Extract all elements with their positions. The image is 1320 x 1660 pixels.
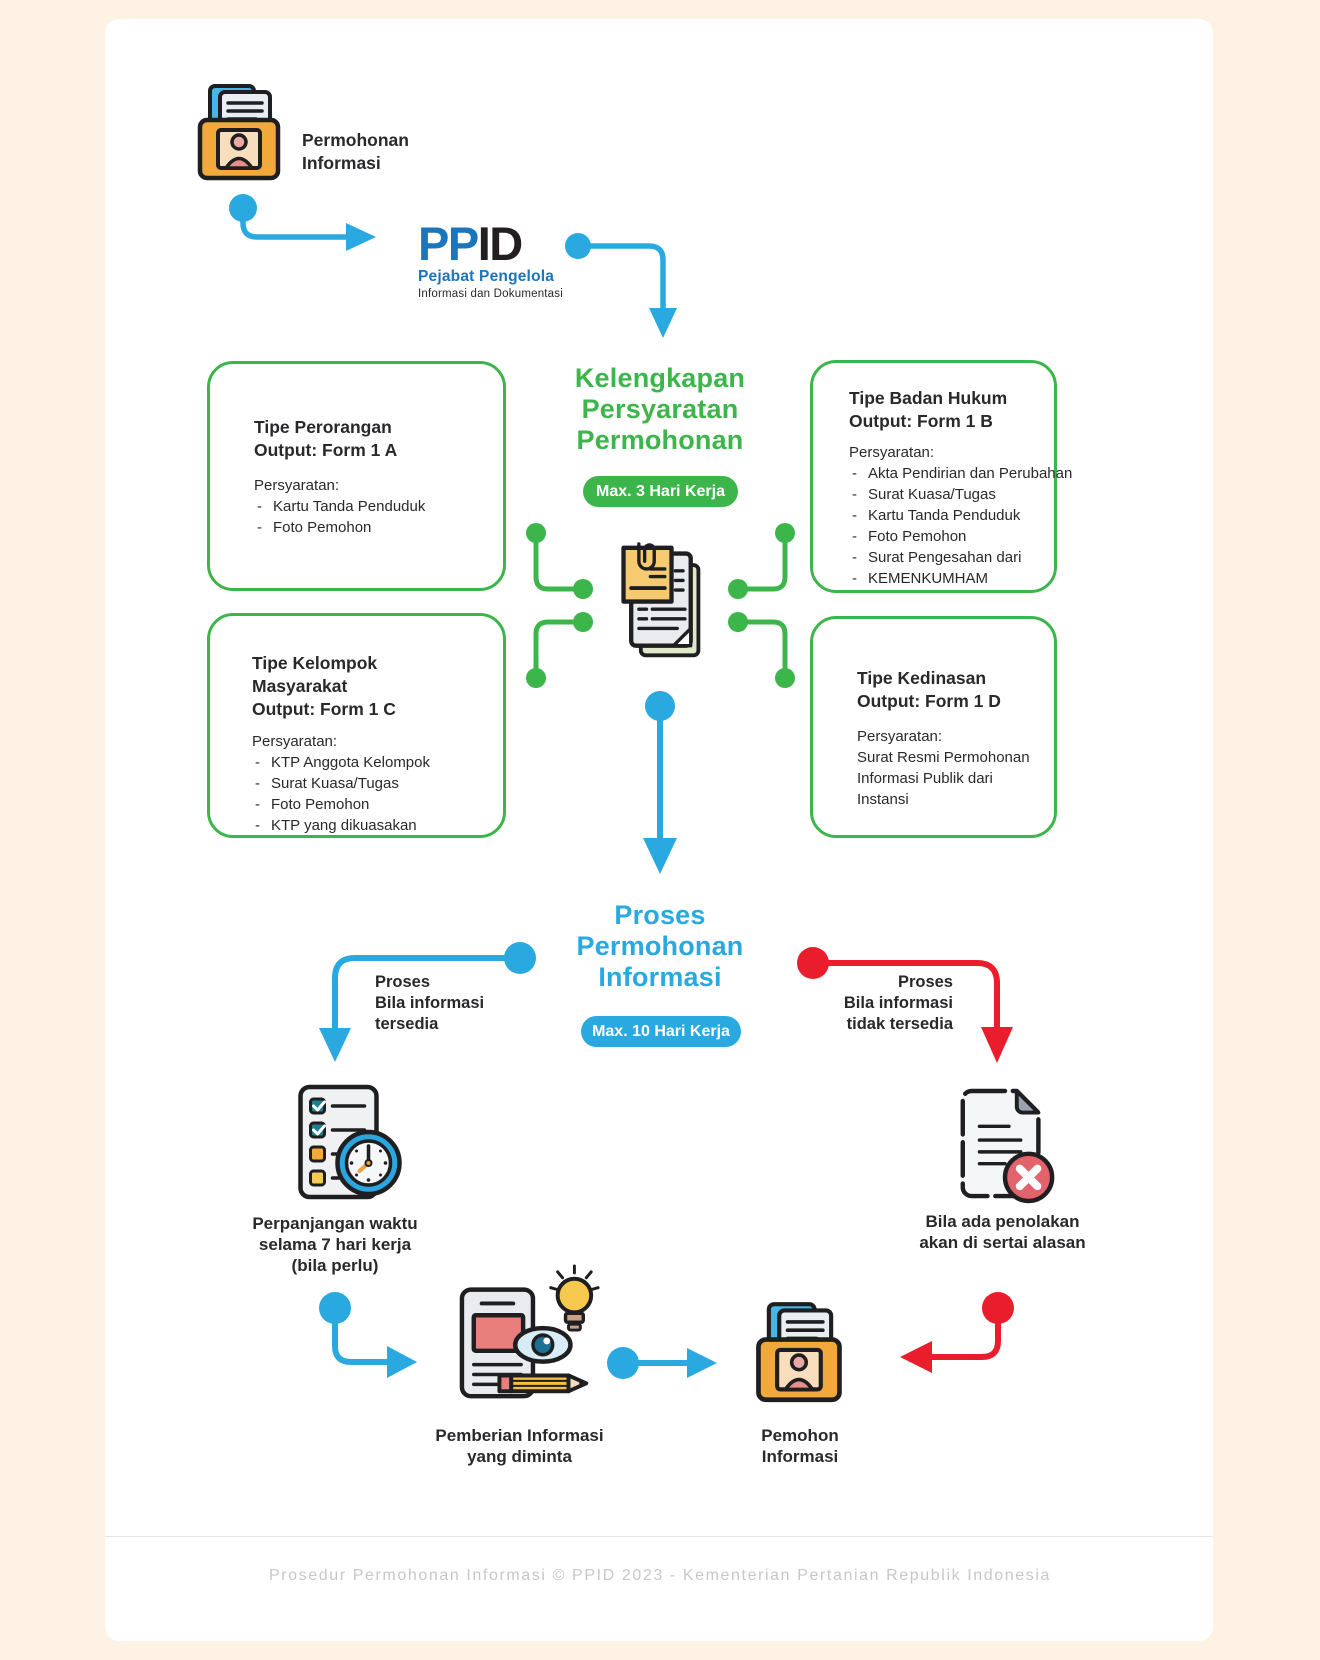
requirement-item: - Surat Pengesahan dari [849, 547, 1044, 568]
start-label [302, 129, 462, 175]
right-branch-label [805, 972, 953, 1035]
start-label-line: Informasi [302, 153, 381, 173]
rejection-caption-line: Bila ada penolakan [925, 1212, 1080, 1231]
ppid-acronym-pp: PP [418, 217, 478, 270]
requirement-item: - Kartu Tanda Penduduk [849, 505, 1044, 526]
left-branch-label [375, 972, 525, 1035]
arrow-down-icon [649, 308, 677, 338]
document-stack-icon [612, 540, 708, 665]
reqbox-kelompok-masyarakat [207, 613, 506, 838]
rejection-caption-line: akan di sertai alasan [919, 1233, 1086, 1252]
connector-rejection-to-applicant [880, 1287, 1020, 1379]
reqbox-title-line: Tipe Perorangan [254, 417, 392, 437]
requirement-item: - Foto Pemohon [254, 517, 489, 538]
lightbulb-icon [558, 1279, 592, 1313]
right-branch-label-line: tidak tersedia [846, 1015, 953, 1033]
stage1-title-line: Persyaratan [581, 394, 739, 424]
reqbox-perorangan [207, 361, 506, 591]
reqbox-body [252, 731, 489, 836]
stage1-title [545, 363, 775, 456]
reqbox-title [857, 667, 1044, 713]
reqbox-title-line: Output: Form 1 A [254, 440, 398, 460]
arrow-left-icon [900, 1341, 932, 1373]
extension-caption [235, 1213, 435, 1276]
left-branch-label-line: Bila informasi [375, 994, 485, 1012]
requirement-item: - KTP yang dikuasakan [252, 815, 489, 836]
requirement-line: Informasi Publik dari [857, 770, 993, 787]
reqbox-title-line: Output: Form 1 C [252, 699, 396, 719]
arrow-right-icon [687, 1348, 717, 1378]
reqbox-title-line: Output: Form 1 D [857, 691, 1001, 711]
rejection-caption [905, 1211, 1100, 1253]
stage2-title [545, 900, 775, 993]
arrow-down-icon [981, 1027, 1013, 1063]
stage2-title-line: Proses [614, 900, 706, 930]
reqbox-body [849, 442, 1073, 589]
green-connector-left-top [524, 521, 596, 601]
stage2-title-line: Informasi [598, 962, 722, 992]
requirements-list [849, 463, 1073, 589]
ppid-acronym-id: ID [477, 217, 522, 270]
extension-caption-line: (bila perlu) [291, 1256, 379, 1275]
requirement-line: Instansi [857, 791, 909, 808]
connector-ppid-to-stage1 [565, 232, 680, 344]
extension-caption-line: selama 7 hari kerja [258, 1235, 412, 1254]
requirement-item: - Foto Pemohon [252, 794, 489, 815]
right-branch-label-line: Bila informasi [843, 994, 953, 1012]
giving-caption-line: yang diminta [467, 1447, 572, 1466]
reqbox-title-line: Tipe Kedinasan [857, 668, 987, 688]
requirements-label: Persyaratan: [252, 733, 338, 750]
requirement-item: - Akta Pendirian dan Perubahan [849, 463, 1044, 484]
giving-caption [427, 1425, 612, 1467]
ppid-acronym [418, 217, 568, 270]
connector-giving-to-applicant [605, 1345, 725, 1385]
green-connector-right-bottom [725, 610, 797, 690]
ppid-subtitle-2: Informasi dan Dokumentasi [418, 288, 563, 300]
connector-stage1-to-stage2 [640, 690, 680, 880]
stage1-duration-badge: Max. 3 Hari Kerja [583, 476, 738, 507]
stage1-title-line: Kelengkapan [574, 363, 746, 393]
reqbox-title [252, 652, 489, 721]
requirement-item: - Surat Kuasa/Tugas [849, 484, 1044, 505]
ppid-logo [418, 217, 568, 300]
reqbox-title [849, 387, 1044, 433]
requirement-line: Surat Resmi Permohonan [857, 749, 1030, 766]
applicant-caption [740, 1425, 860, 1467]
stage2-title-line: Permohonan [576, 931, 744, 961]
requirement-item: - KEMENKUMHAM [849, 568, 1044, 589]
applicant-caption-line: Pemohon [761, 1426, 839, 1445]
reqbox-title-line: Tipe Badan Hukum [849, 388, 1008, 408]
requirement-item: - KTP Anggota Kelompok [252, 752, 489, 773]
left-branch-label-line: Proses [375, 973, 431, 991]
requirements-label: Persyaratan: [857, 728, 943, 745]
arrow-right-icon [346, 223, 376, 251]
footer-divider [105, 1536, 1213, 1537]
start-label-line: Permohonan [302, 130, 409, 150]
green-connector-right-top [725, 521, 797, 601]
requirement-item: - Surat Kuasa/Tugas [252, 773, 489, 794]
right-branch-label-line: Proses [897, 973, 953, 991]
ppid-subtitle-1: Pejabat Pengelola [418, 268, 555, 285]
arrow-down-icon [319, 1028, 351, 1062]
reqbox-body [857, 726, 1044, 810]
requirements-label: Persyaratan: [254, 477, 340, 494]
arrow-down-icon [643, 838, 677, 874]
reqbox-kedinasan [810, 616, 1057, 838]
connector-extension-to-giving [315, 1292, 430, 1384]
requirements-label: Persyaratan: [849, 444, 935, 461]
green-connector-left-bottom [524, 610, 596, 690]
requirement-item: - Foto Pemohon [849, 526, 1044, 547]
giving-caption-line: Pemberian Informasi [435, 1426, 604, 1445]
requirements-list [254, 496, 489, 538]
reqbox-badan-hukum [810, 360, 1073, 593]
applicant-folder-icon [748, 1298, 852, 1406]
left-branch-label-line: tersedia [375, 1015, 439, 1033]
reqbox-title-line: Output: Form 1 B [849, 411, 993, 431]
stage2-duration-badge: Max. 10 Hari Kerja [581, 1016, 741, 1047]
document-rejected-icon [950, 1085, 1060, 1205]
reqbox-body [254, 475, 489, 538]
arrow-right-icon [387, 1346, 417, 1378]
connector-start-to-ppid [228, 192, 378, 254]
checklist-clock-icon [285, 1083, 410, 1205]
extension-caption-line: Perpanjangan waktu [252, 1214, 418, 1233]
footer-credit: Prosedur Permohonan Informasi © PPID 2023 - Kementerian Pertanian Republik Indonesia [268, 1567, 1052, 1584]
requirement-item: - Kartu Tanda Penduduk [254, 496, 489, 517]
applicant-folder-icon [190, 80, 290, 184]
requirements-list [252, 752, 489, 836]
reqbox-title-line: Masyarakat [252, 676, 348, 696]
reqbox-title [254, 416, 489, 462]
reqbox-title-line: Tipe Kelompok [252, 653, 378, 673]
stage1-title-line: Permohonan [576, 425, 744, 455]
information-review-icon [455, 1262, 607, 1410]
applicant-caption-line: Informasi [761, 1447, 839, 1466]
